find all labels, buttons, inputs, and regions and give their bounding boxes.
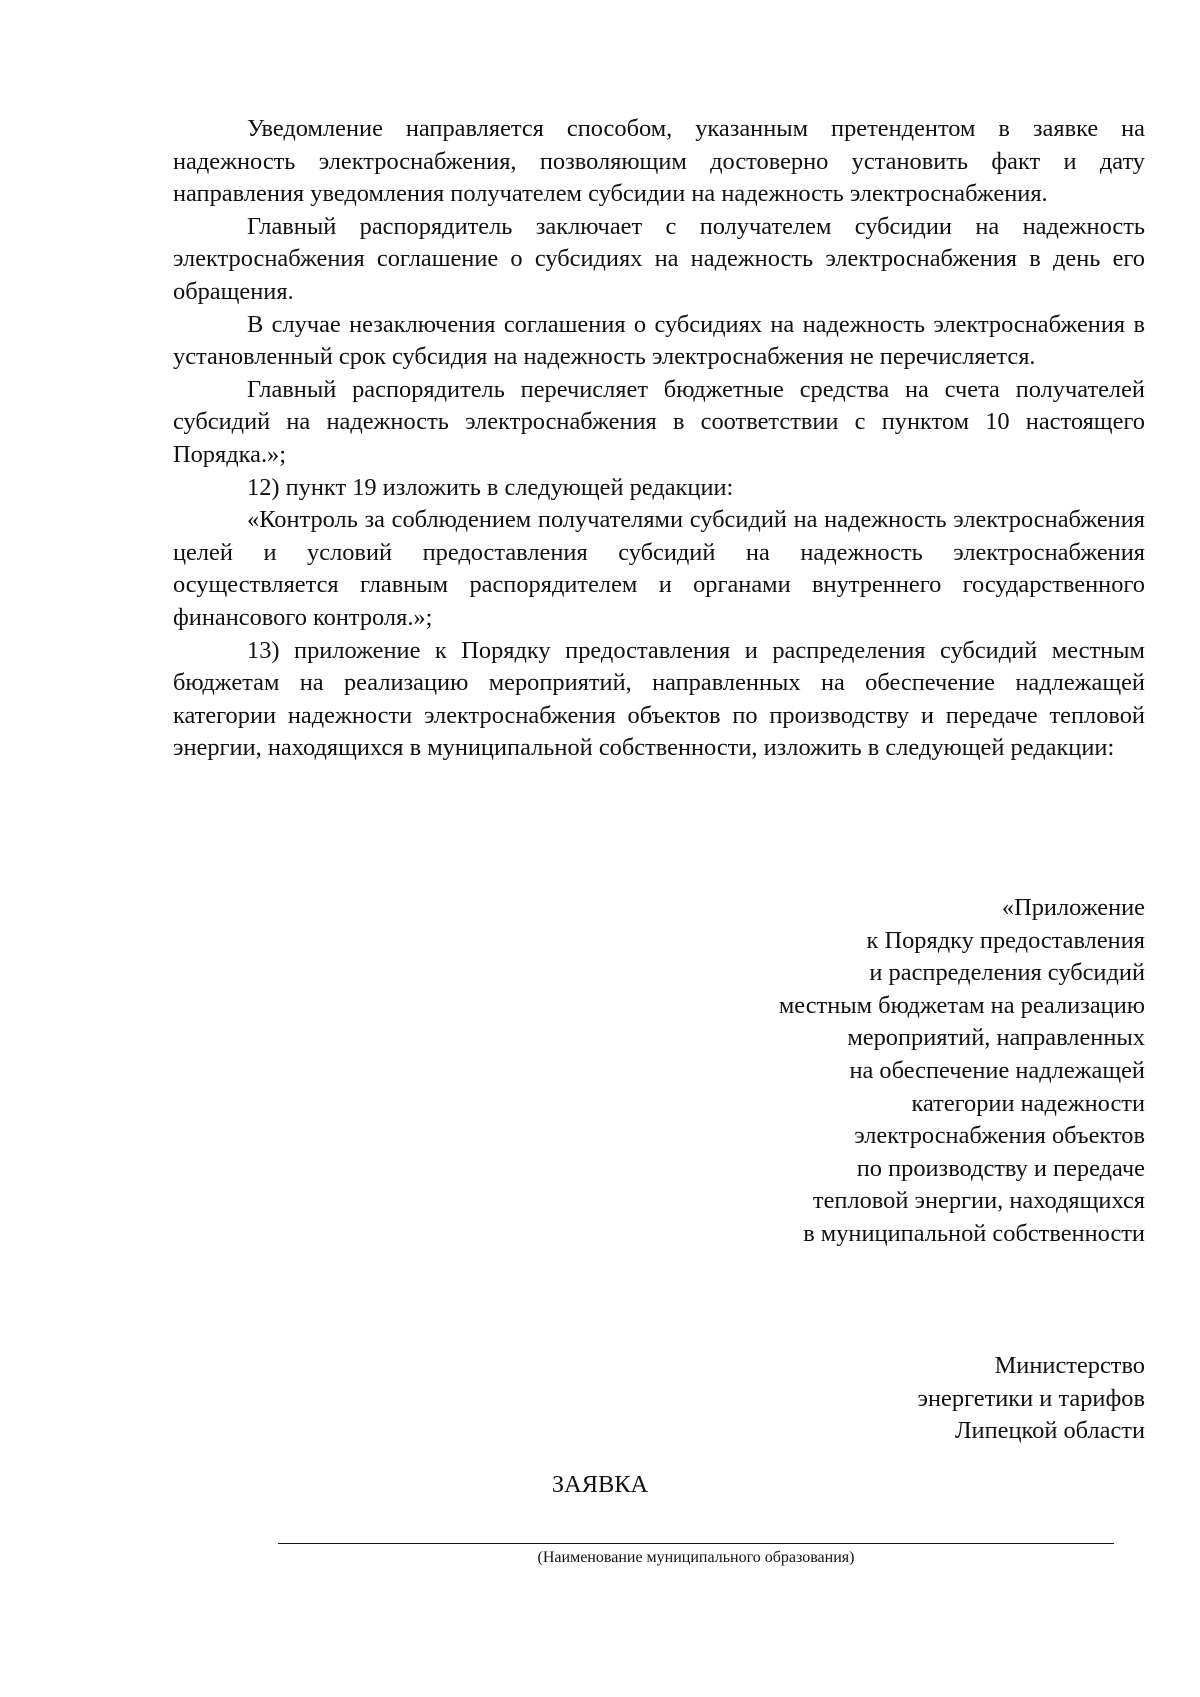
paragraph-item-12: 12) пункт 19 изложить в следующей редакции: (247, 473, 734, 501)
addressee-line: Министерство (994, 1352, 1145, 1379)
paragraph-agreement-conclusion: Главный распорядитель заключает с получателем субсидии на надежность электроснабжения соглашение о субсидиях на надежность электроснабжения в день его обращения. (173, 212, 1145, 305)
appendix-line: тепловой энергии, находящихся (812, 1187, 1145, 1215)
appendix-line: местным бюджетам на реализацию (778, 991, 1145, 1019)
addressee-block (545, 1350, 1145, 1448)
paragraph-control: «Контроль за соблюдением получателями субсидий на надежность электроснабжения целей и условий предоставления субсидий на надежность электроснабжения осуществляется главным распорядителем и органами внутреннего государственного финансового контроля.»; (173, 506, 1145, 631)
addressee-line: энергетики и тарифов (917, 1384, 1145, 1412)
appendix-line: категории надежности (911, 1089, 1145, 1117)
appendix-line: «Приложение (1001, 894, 1145, 921)
appendix-line: и распределения субсидий (869, 959, 1145, 987)
paragraph-notification-method: Уведомление направляется способом, указанным претендентом в заявке на надежность электроснабжения, позволяющим достоверно установить факт и дату направления уведомления получателем субсидии на надежность электроснабжения. (173, 115, 1145, 208)
municipality-name-line (278, 1543, 1114, 1544)
form-title: ЗАЯВКА (551, 1471, 649, 1498)
appendix-line: электроснабжения объектов (854, 1122, 1145, 1150)
paragraph-funds-transfer: Главный распорядитель перечисляет бюджетные средства на счета получателей субсидий на надежность электроснабжения в соответствии с пунктом 10 настоящего Порядка.»; (173, 375, 1145, 468)
addressee-line: Липецкой области (954, 1417, 1145, 1445)
paragraph-non-conclusion: В случае незаключения соглашения о субсидиях на надежность электроснабжения в установленный срок субсидия на надежность электроснабжения не перечисляется. (173, 310, 1145, 371)
appendix-line: в муниципальной собственности (803, 1219, 1145, 1247)
appendix-line: на обеспечение надлежащей (849, 1056, 1145, 1084)
appendix-line: мероприятий, направленных (847, 1024, 1145, 1052)
municipality-name-caption: (Наименование муниципального образования) (537, 1549, 855, 1566)
body-text (173, 113, 1145, 765)
appendix-line: к Порядку предоставления (866, 926, 1145, 954)
paragraph-item-13: 13) приложение к Порядку предоставления и распределения субсидий местным бюджетам на реализацию мероприятий, направленных на обеспечение надлежащей категории надежности электроснабжения объектов по производству и передаче тепловой энергии, находящихся в муниципальной собственности, изложить в следующей редакции: (173, 636, 1145, 762)
appendix-header (545, 892, 1145, 1251)
appendix-line: по производству и передаче (856, 1154, 1145, 1182)
